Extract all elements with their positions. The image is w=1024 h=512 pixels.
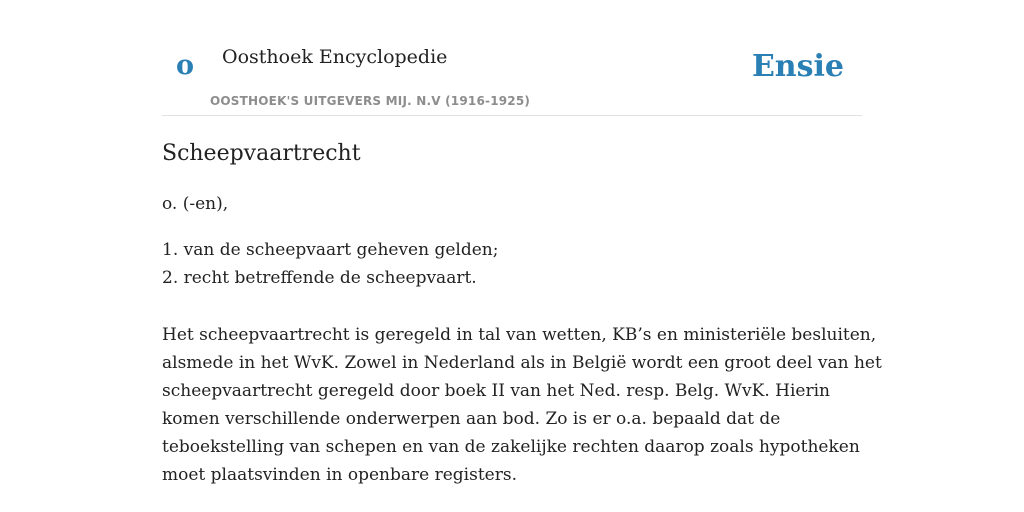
- logo-icon[interactable]: o: [176, 50, 195, 81]
- body-line: moet plaatsvinden in openbare registers.: [162, 465, 517, 485]
- body-line: scheepvaartrecht geregeld door boek II van het Ned. resp. Belg. WvK. Hierin: [162, 381, 830, 401]
- publisher-label: OOSTHOEK'S UITGEVERS MIJ. N.V (1916-1925): [210, 94, 531, 108]
- body-line: komen verschillende onderwerpen aan bod. Zo is er o.a. bepaald dat de: [162, 409, 781, 429]
- entry-title: Scheepvaartrecht: [162, 141, 361, 166]
- entry-body: [162, 321, 882, 489]
- definition-item: 1. van de scheepvaart geheven gelden;: [162, 240, 499, 260]
- body-line: alsmede in het WvK. Zowel in Nederland als in België wordt een groot deel van het: [162, 353, 882, 373]
- site-header: [162, 40, 862, 116]
- entry-content: [162, 138, 882, 489]
- body-line: Het scheepvaartrecht is geregeld in tal van wetten, KB’s en ministeriële besluiten,: [162, 325, 877, 345]
- definition-item: 2. recht betreffende de scheepvaart.: [162, 268, 477, 288]
- brand-logo-link[interactable]: Ensie: [751, 49, 844, 84]
- grammar-note: o. (-en),: [162, 194, 229, 214]
- definitions-list: [162, 236, 862, 292]
- body-line: teboekstelling van schepen en van de zakelijke rechten daarop zoals hypotheken: [162, 437, 860, 457]
- site-title-link[interactable]: Oosthoek Encyclopedie: [222, 46, 448, 68]
